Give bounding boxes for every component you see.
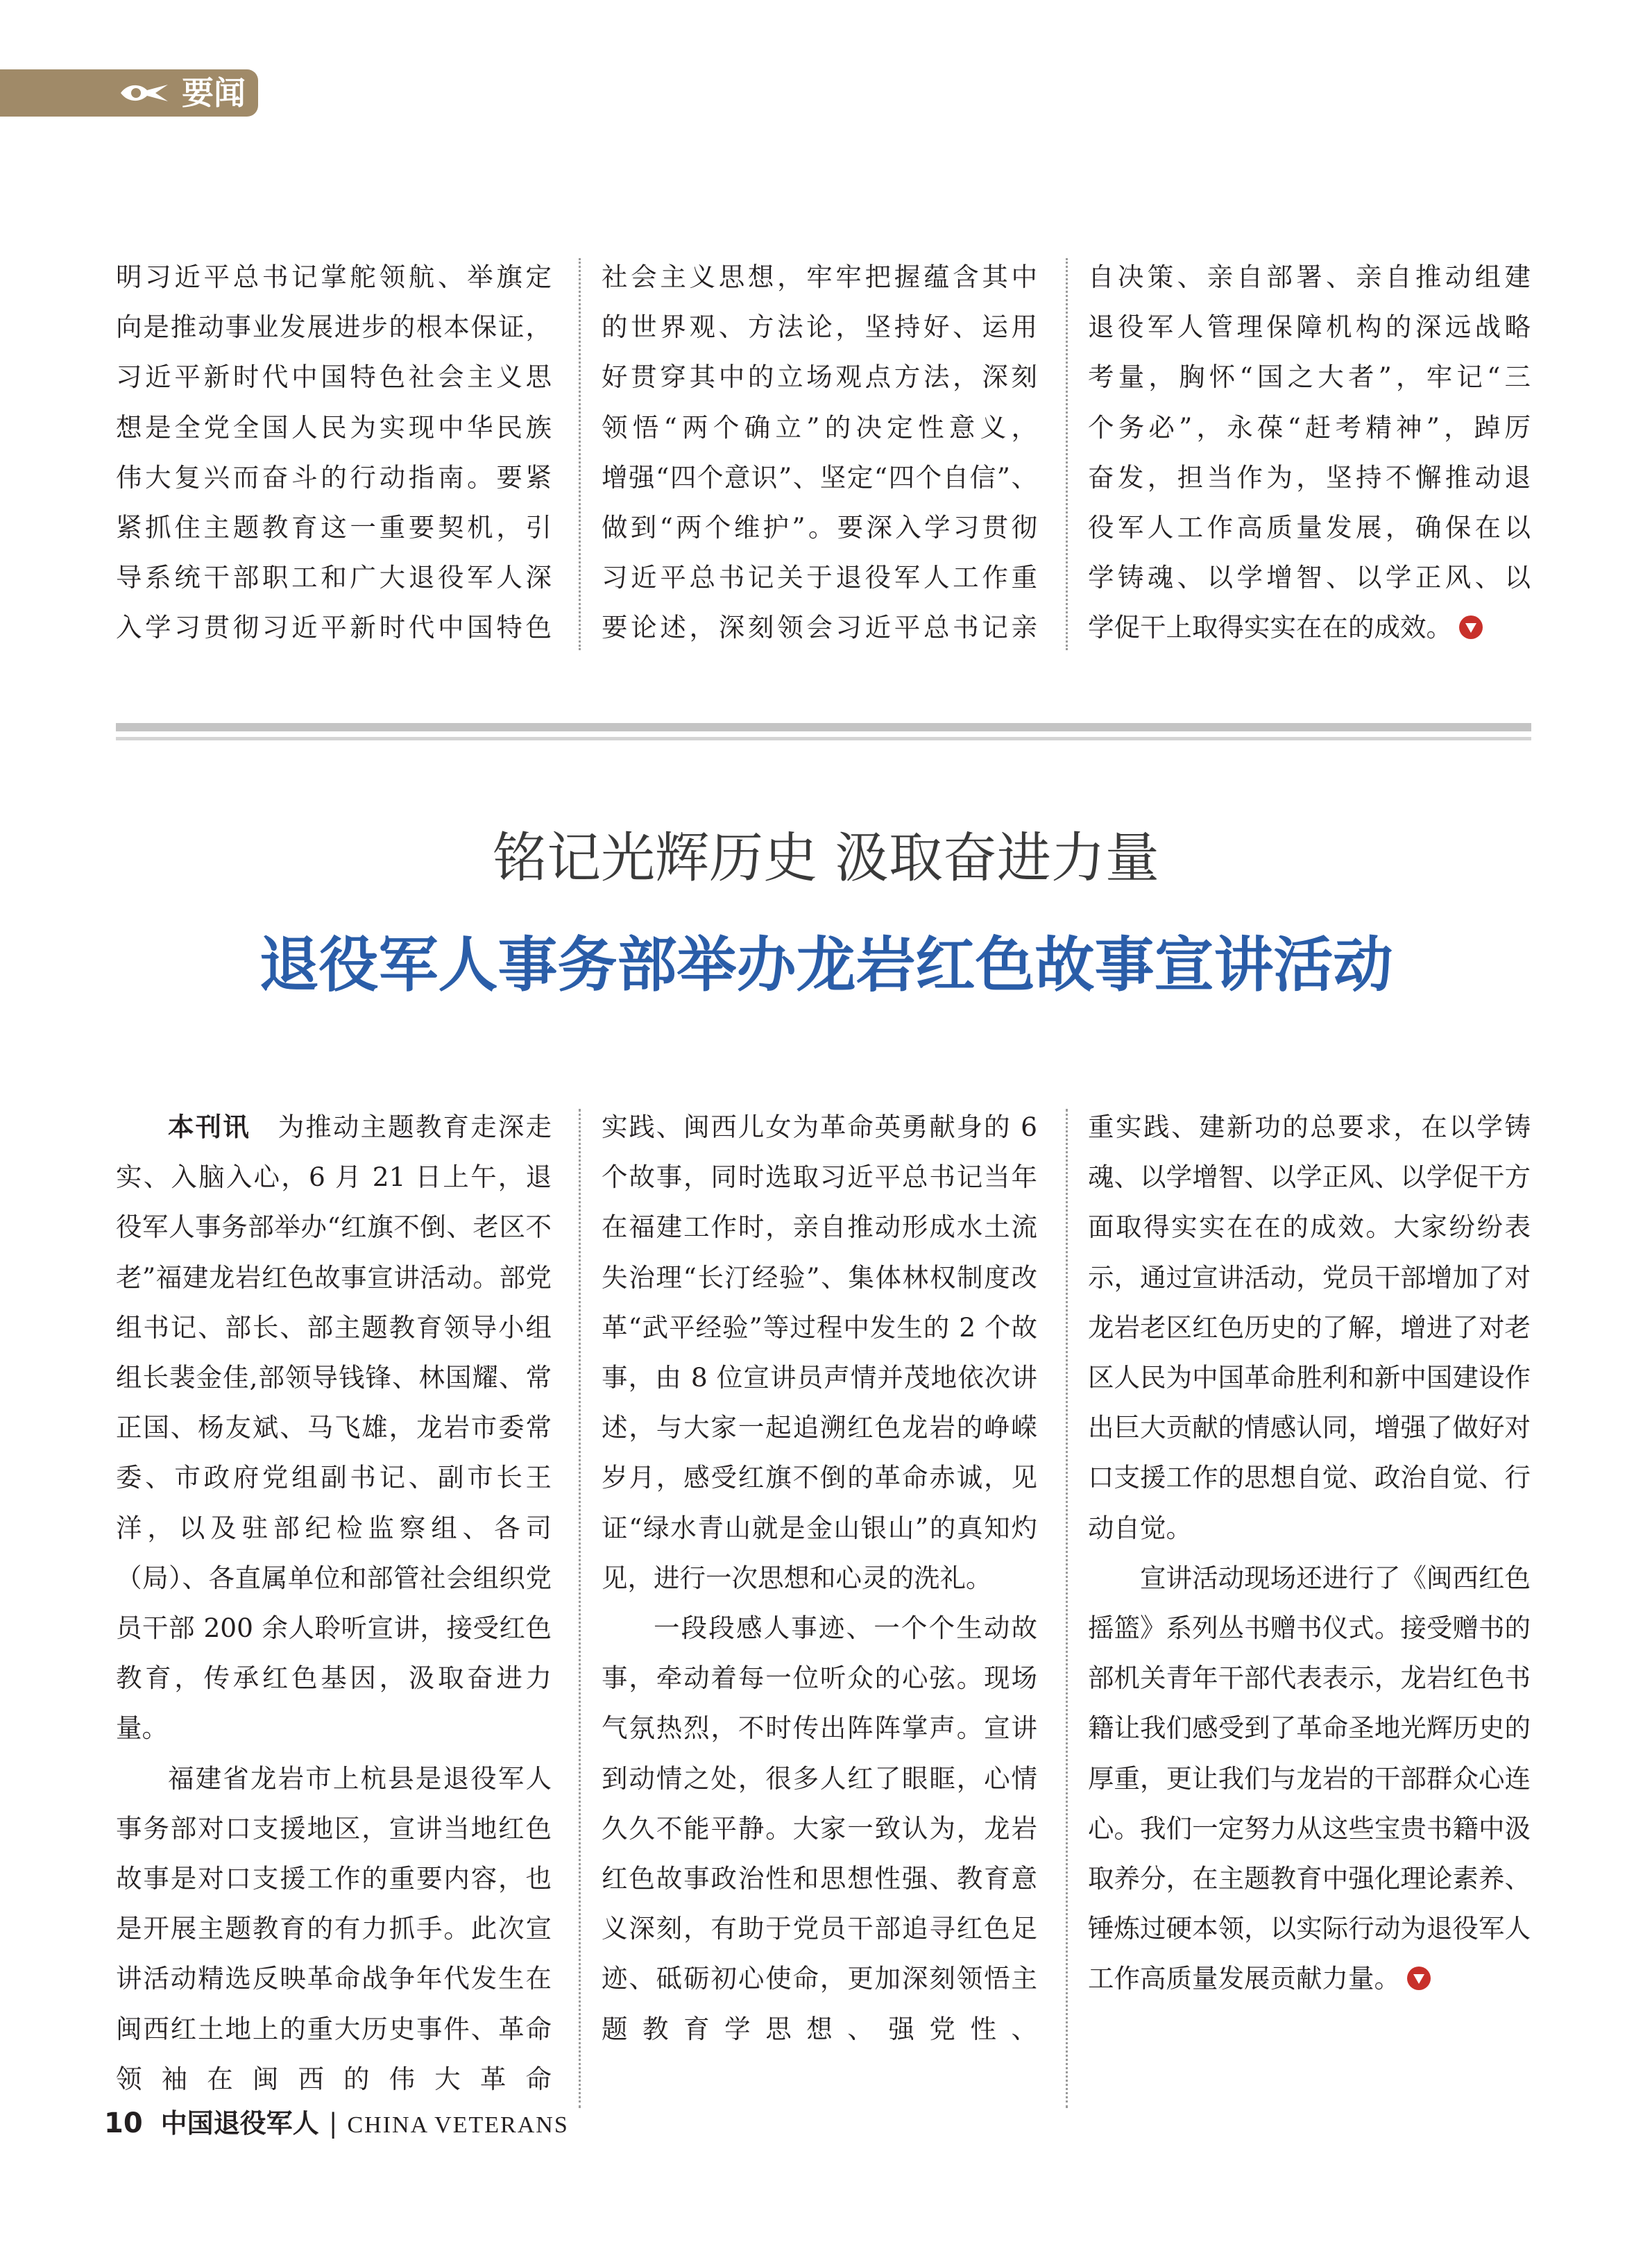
column-divider xyxy=(1066,258,1068,650)
section-label: 要闻 xyxy=(182,74,246,112)
veterans-logo-icon xyxy=(119,80,169,105)
text-line: 向是推动事业发展进步的根本保证， xyxy=(116,312,552,343)
column-divider xyxy=(579,1109,581,2108)
text-line: 想是全党全国人民为实现中华民族 xyxy=(116,411,552,443)
text-line: 导系统干部职工和广大退役军人深 xyxy=(116,562,552,593)
end-mark-icon xyxy=(1407,1967,1431,1990)
text-line: 做到“两个维护”。要深入学习贯彻 xyxy=(602,512,1037,543)
article-headline: 退役军人事务部举办龙岩红色故事宣讲活动 xyxy=(259,931,1393,1000)
paragraph-text: 为推动主题教育走深走实、入脑入心，6 月 21 日上午，退役军人事务部举办“红旗不倒、老区不老”福建龙岩红色故事宣讲活动。部党组书记、部长、部主题教育领导小组组长裴金佳,部领导钱锋、林国耀、常正国、杨友斌、马飞雄，龙岩市委常委、市政府党组副书记、副市长王洋，以及驻部纪检监察组、各司（局）、各直属单位和部管社会组织党员干部 200 余人聆听宣讲，接受红色教育，传承红色基因，汲取奋进力量。 xyxy=(116,1112,552,1744)
text-line: 个务必”，永葆“赶考精神”，踔厉 xyxy=(1088,411,1531,443)
article-subtitle: 铭记光辉历史 汲取奋进力量 xyxy=(493,827,1159,890)
text-line: 习近平总书记关于退役军人工作重 xyxy=(602,562,1037,593)
text-line: 的世界观、方法论，坚持好、运用 xyxy=(602,312,1037,343)
text-line: 奋发，担当作为，坚持不懈推动退 xyxy=(1088,461,1531,493)
paragraph: 实践、闽西儿女为革命英勇献身的 6 个故事，同时选取习近平总书记当年在福建工作时，亲自推动形成水土流失治理“长汀经验”、集体林权制度改革“武平经验”等过程中发生的 2 个故事，由 8 位宣讲员声情并茂地依次讲述，与大家一起追溯红色龙岩的峥嵘岁月，感受红旗不倒的革命赤诚，见证“绿水青山就是金山银山”的真知灼见，进行一次思想和心灵的洗礼。 xyxy=(602,1112,1037,1593)
publication-name: 中国退役军人 xyxy=(160,2108,319,2139)
text-line: 紧抓住主题教育这一重要契机，引 xyxy=(116,512,552,543)
top-column-1 xyxy=(116,252,552,654)
page-number: 10 xyxy=(104,2107,143,2139)
paragraph xyxy=(1088,1553,1531,2004)
text-line: 要论述，深刻领会习近平总书记亲 xyxy=(602,612,1037,643)
page-footer xyxy=(104,2103,569,2144)
text-line-end xyxy=(1088,602,1531,652)
text-line: 好贯穿其中的立场观点方法，深刻 xyxy=(602,362,1037,393)
paragraph xyxy=(116,1102,552,1753)
column-divider xyxy=(1066,1109,1068,2108)
lead-label: 本刊讯 xyxy=(168,1112,250,1142)
text-line: 习近平新时代中国特色社会主义思 xyxy=(116,362,552,393)
paragraph: 福建省龙岩市上杭县是退役军人事务部对口支援地区，宣讲当地红色故事是对口支援工作的重要内容，也是开展主题教育的有力抓手。此次宣讲活动精选反映革命战争年代发生在闽西红土地上的重大历史事件、革命领袖在闽西的伟大革命 xyxy=(116,1763,552,2094)
text-line: 入学习贯彻习近平新时代中国特色 xyxy=(116,612,552,643)
article-column-1 xyxy=(116,1102,552,2115)
text-line: 社会主义思想，牢牢把握蕴含其中 xyxy=(602,262,1037,292)
text-line: 伟大复兴而奋斗的行动指南。要紧 xyxy=(116,461,552,493)
paragraph: 一段段感人事迹、一个个生动故事，牵动着每一位听众的心弦。现场气氛热烈，不时传出阵阵掌声。宣讲到动情之处，很多人红了眼眶，心情久久不能平静。大家一致认为，龙岩红色故事政治性和思想性强、教育意义深刻，有助于党员干部追寻红色足迹、砥砺初心使命，更加深刻领悟主题教育学思想、强党性、 xyxy=(602,1613,1037,2044)
text-line: 明习近平总书记掌舵领航、举旗定 xyxy=(116,262,552,292)
text-line: 考量，胸怀“国之大者”，牢记“三 xyxy=(1088,362,1531,393)
publication-name-en: CHINA VETERANS xyxy=(347,2112,569,2138)
article-column-2 xyxy=(602,1102,1037,2115)
section-tab xyxy=(0,69,258,117)
text-line: 增强“四个意识”、坚定“四个自信”、 xyxy=(602,461,1037,493)
top-column-3 xyxy=(1088,252,1531,654)
section-divider-thick xyxy=(116,723,1531,731)
text-line: 役军人工作高质量发展，确保在以 xyxy=(1088,512,1531,543)
paragraph: 重实践、建新功的总要求，在以学铸魂、以学增智、以学正风、以学促干方面取得实实在在的成效。大家纷纷表示，通过宣讲活动，党员干部增加了对龙岩老区红色历史的了解，增进了对老区人民为中国革命胜利和新中国建设作出巨大贡献的情感认同，增强了做好对口支援工作的思想自觉、政治自觉、行动自觉。 xyxy=(1088,1112,1531,1543)
text-line: 领悟“两个确立”的决定性意义， xyxy=(602,411,1037,443)
text-line: 退役军人管理保障机构的深远战略 xyxy=(1088,312,1531,343)
column-divider xyxy=(579,258,581,650)
paragraph-text: 宣讲活动现场还进行了《闽西红色摇篮》系列丛书赠书仪式。接受赠书的部机关青年干部代表表示，龙岩红色书籍让我们感受到了革命圣地光辉历史的厚重，更让我们与龙岩的干部群众心连心。我们一定努力从这些宝贵书籍中汲取养分，在主题教育中强化理论素养、锤炼过硬本领，以实际行动为退役军人工作高质量发展贡献力量。 xyxy=(1088,1562,1531,1994)
section-divider-thin xyxy=(116,737,1531,740)
text-line: 学促干上取得实实在在的成效。 xyxy=(1088,612,1452,643)
footer-separator: | xyxy=(328,2108,338,2139)
text-line: 自决策、亲自部署、亲自推动组建 xyxy=(1088,262,1531,292)
text-line: 学铸魂、以学增智、以学正风、以 xyxy=(1088,562,1531,593)
top-column-2 xyxy=(602,252,1037,654)
end-mark-icon xyxy=(1459,615,1483,639)
article-column-3 xyxy=(1088,1102,1531,2115)
